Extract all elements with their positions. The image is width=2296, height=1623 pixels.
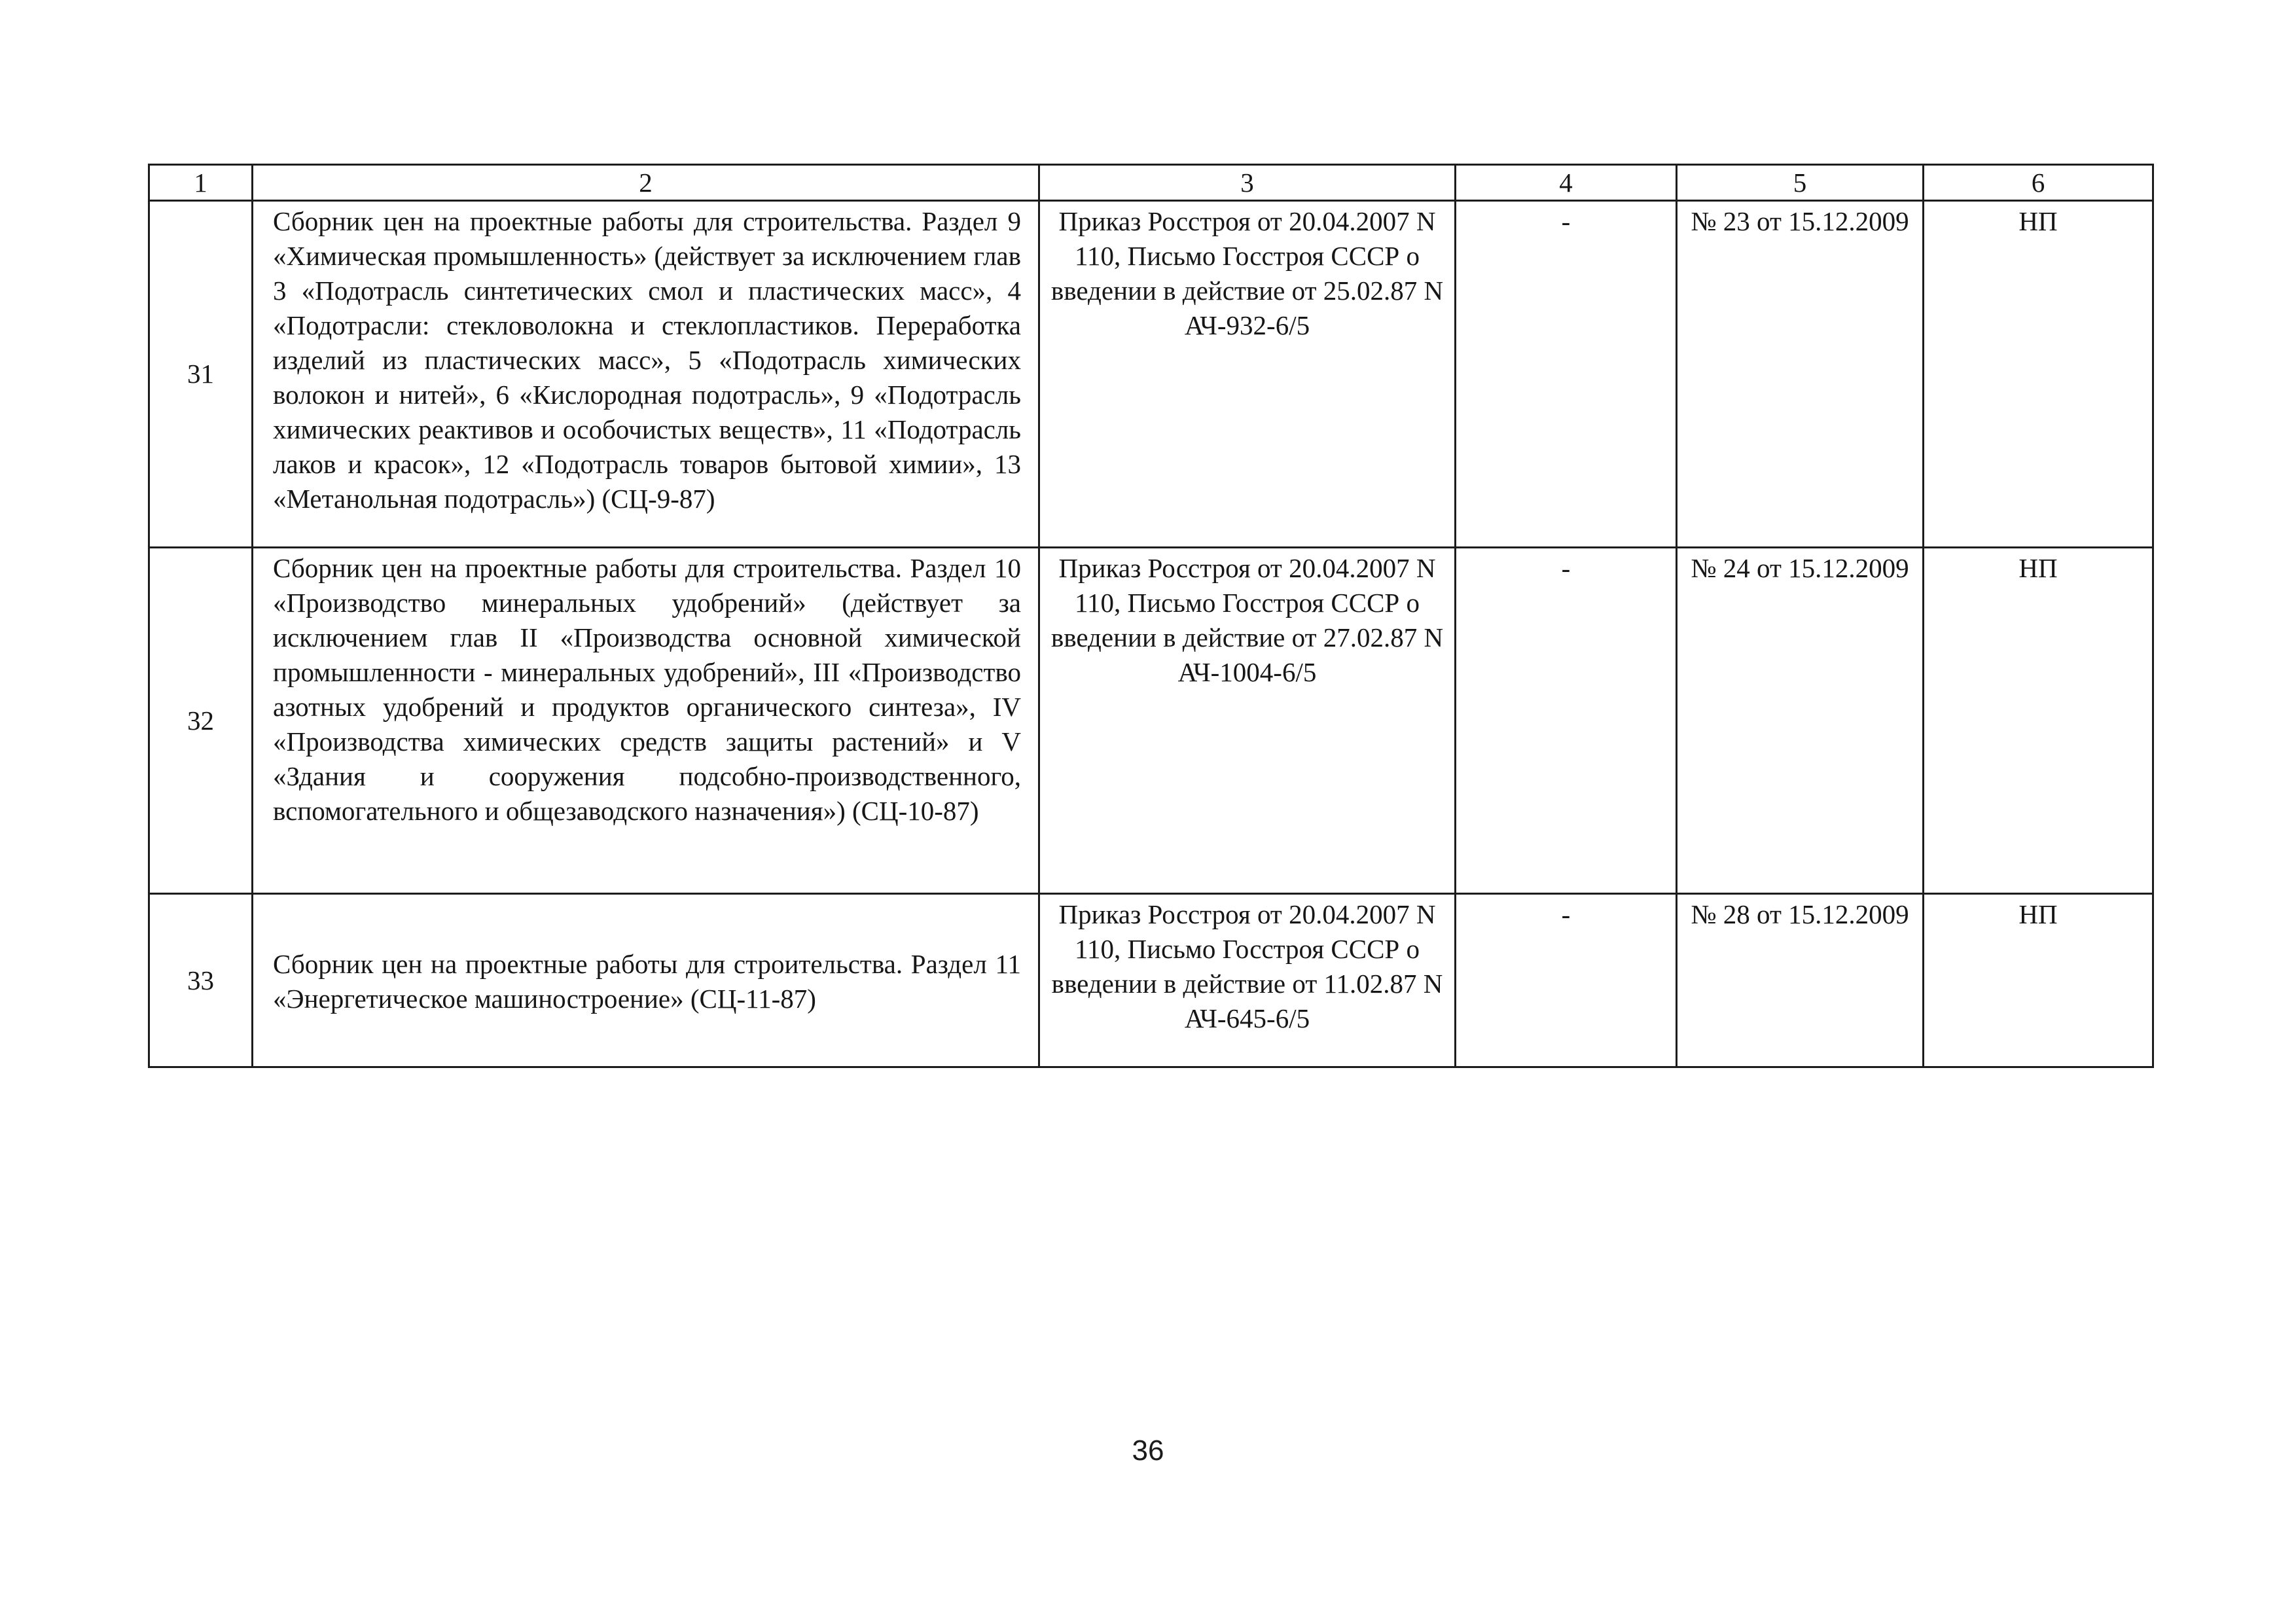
row-number: 32 xyxy=(149,548,253,894)
table-header-row xyxy=(149,165,2153,201)
table-row xyxy=(149,548,2153,894)
status-cell: НП xyxy=(1924,548,2153,894)
regulations-table xyxy=(148,164,2154,1068)
header-cell-2: 2 xyxy=(253,165,1039,201)
registration-number-cell: № 24 от 15.12.2009 xyxy=(1677,548,1924,894)
column-4-cell: - xyxy=(1456,894,1677,1067)
page-number: 36 xyxy=(1132,1435,1164,1467)
table-row xyxy=(149,894,2153,1067)
header-cell-3: 3 xyxy=(1039,165,1456,201)
status-cell: НП xyxy=(1924,894,2153,1067)
approval-document-cell: Приказ Росстроя от 20.04.2007 N 110, Письмо Госстроя СССР о введении в действие от 27.02.87 N АЧ-1004-6/5 xyxy=(1039,548,1456,894)
table-row xyxy=(149,201,2153,548)
approval-document-cell: Приказ Росстроя от 20.04.2007 N 110, Письмо Госстроя СССР о введении в действие от 11.02.87 N АЧ-645-6/5 xyxy=(1039,894,1456,1067)
column-4-cell: - xyxy=(1456,548,1677,894)
column-4-cell: - xyxy=(1456,201,1677,548)
header-cell-5: 5 xyxy=(1677,165,1924,201)
approval-document-cell: Приказ Росстроя от 20.04.2007 N 110, Письмо Госстроя СССР о введении в действие от 25.02.87 N АЧ-932-6/5 xyxy=(1039,201,1456,548)
status-cell: НП xyxy=(1924,201,2153,548)
document-title-cell: Сборник цен на проектные работы для строительства. Раздел 10 «Производство минеральных удобрений» (действует за исключением глав II «Производства основной химической промышленности - минеральных удобрений», III «Производство азотных удобрений и продуктов органического синтеза», IV «Производства химических средств защиты растений» и V «Здания и сооружения подсобно-производственного, вспомогательного и общезаводского назначения») (СЦ-10-87) xyxy=(253,548,1039,894)
row-number: 33 xyxy=(149,894,253,1067)
registration-number-cell: № 28 от 15.12.2009 xyxy=(1677,894,1924,1067)
header-cell-6: 6 xyxy=(1924,165,2153,201)
header-cell-1: 1 xyxy=(149,165,253,201)
row-number: 31 xyxy=(149,201,253,548)
document-title-cell: Сборник цен на проектные работы для строительства. Раздел 9 «Химическая промышленность» (действует за исключением глав 3 «Подотрасль синтетических смол и пластических масс», 4 «Подотрасли: стекловолокна и стеклопластиков. Переработка изделий из пластических масс», 5 «Подотрасль химических волокон и нитей», 6 «Кислородная подотрасль», 9 «Подотрасль химических реактивов и особочистых веществ», 11 «Подотрасль лаков и красок», 12 «Подотрасль товаров бытовой химии», 13 «Метанольная подотрасль») (СЦ-9-87) xyxy=(253,201,1039,548)
header-cell-4: 4 xyxy=(1456,165,1677,201)
registration-number-cell: № 23 от 15.12.2009 xyxy=(1677,201,1924,548)
document-title-cell: Сборник цен на проектные работы для строительства. Раздел 11 «Энергетическое машиностроение» (СЦ-11-87) xyxy=(253,894,1039,1067)
